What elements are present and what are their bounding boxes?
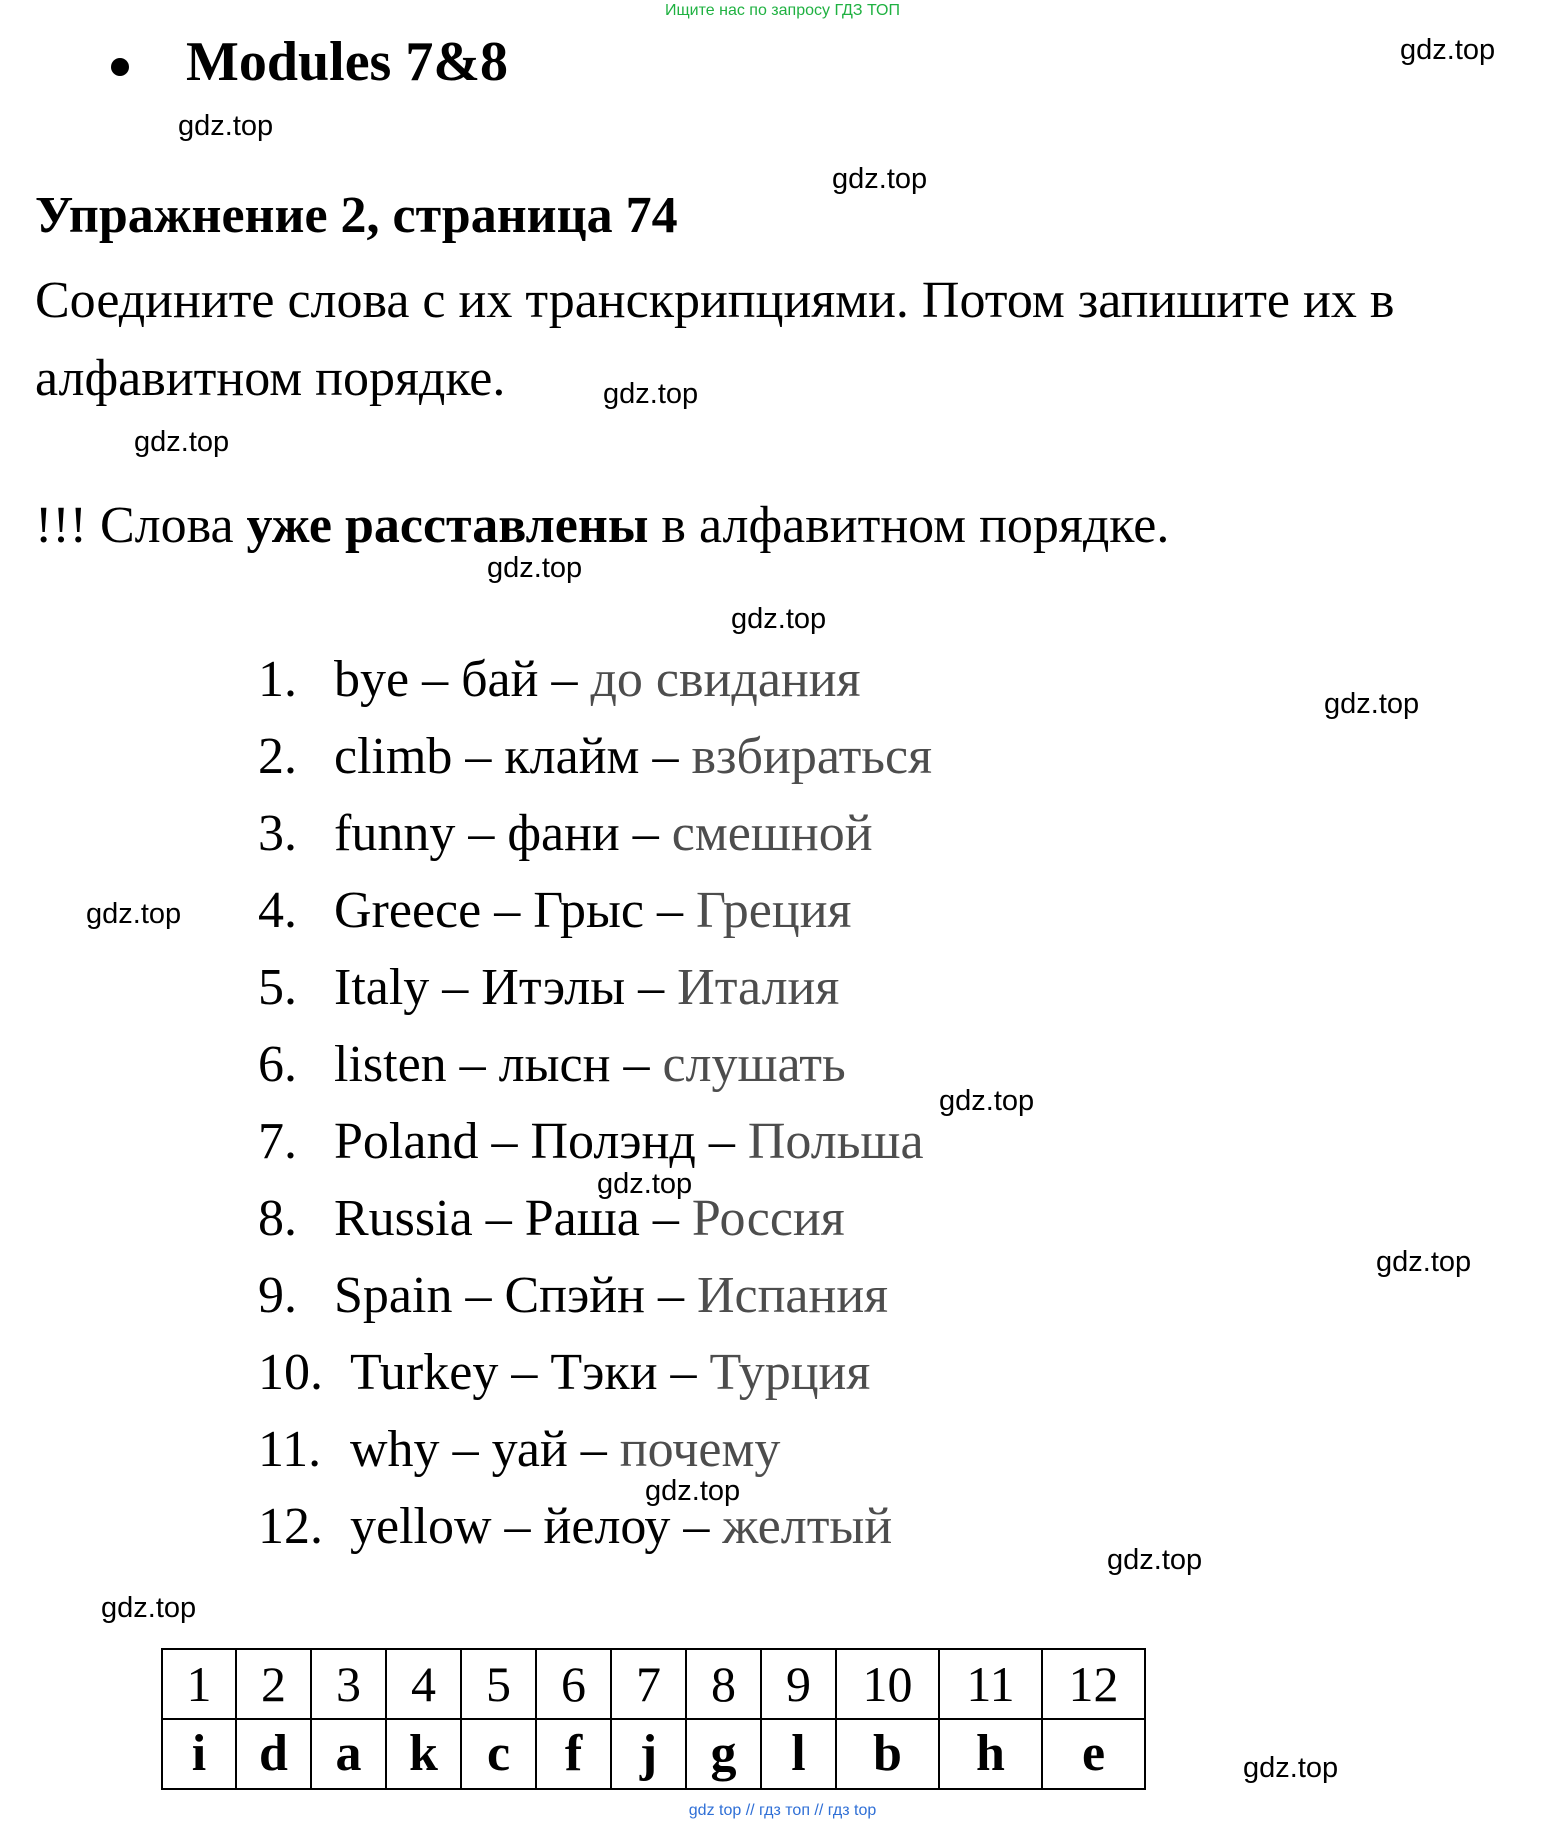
answer-number: 2 [236, 1649, 311, 1719]
dash: – [452, 728, 505, 785]
note-suffix: в алфавитном порядке. [648, 497, 1170, 554]
word-transcription: Итэлы [481, 959, 626, 1016]
word-number: 7. [258, 1113, 297, 1170]
word-english: Russia [334, 1190, 473, 1247]
answer-letter: g [686, 1719, 761, 1789]
word-translation: желтый [722, 1498, 893, 1555]
exercise-heading: Упражнение 2, страница 74 [35, 187, 678, 244]
word-translation: смешной [671, 805, 873, 862]
answer-letter: h [939, 1719, 1042, 1789]
footer-links: gdz top // гдз топ // гдз top [688, 1802, 877, 1819]
dash: – [478, 1113, 531, 1170]
word-number: 5. [258, 959, 297, 1016]
word-item [258, 1033, 932, 1110]
word-number: 12. [258, 1498, 323, 1555]
word-english: bye [334, 651, 410, 708]
word-english: funny [334, 805, 456, 862]
word-item [258, 648, 932, 725]
word-english: climb [334, 728, 453, 785]
answer-number: 12 [1042, 1649, 1145, 1719]
note-prefix: !!! Слова [35, 497, 247, 554]
dash: – [695, 1113, 748, 1170]
answer-letter: a [311, 1719, 386, 1789]
answer-number: 5 [461, 1649, 536, 1719]
word-item [258, 1341, 932, 1418]
answer-letter: l [761, 1719, 836, 1789]
dash: – [439, 1421, 492, 1478]
word-transcription: бай [461, 651, 539, 708]
word-translation: Польша [747, 1113, 924, 1170]
module-title: Modules 7&8 [186, 31, 508, 93]
word-number: 1. [258, 651, 297, 708]
word-transcription: йелоу [543, 1498, 671, 1555]
answer-number: 8 [686, 1649, 761, 1719]
dash: – [538, 651, 591, 708]
answer-number: 7 [611, 1649, 686, 1719]
word-list [258, 648, 932, 1572]
word-english: Greece [334, 882, 482, 939]
word-transcription: лысн [498, 1036, 611, 1093]
word-english: Poland [334, 1113, 479, 1170]
answer-letter: c [461, 1719, 536, 1789]
word-number: 11. [258, 1421, 322, 1478]
word-translation: Италия [677, 959, 840, 1016]
word-english: Spain [334, 1267, 453, 1324]
word-transcription: Грыс [533, 882, 645, 939]
answer-number: 10 [836, 1649, 939, 1719]
watermark: gdz.top [597, 1168, 693, 1200]
word-translation: до свидания [590, 651, 861, 708]
answer-letter: b [836, 1719, 939, 1789]
alphabet-note [35, 496, 1169, 555]
dash: – [472, 1190, 525, 1247]
word-item [258, 1418, 932, 1495]
dash: – [644, 1267, 697, 1324]
watermark: gdz.top [1324, 688, 1420, 720]
answer-number: 6 [536, 1649, 611, 1719]
dash: – [429, 959, 482, 1016]
word-number: 6. [258, 1036, 297, 1093]
word-english: why [350, 1421, 440, 1478]
word-number: 2. [258, 728, 297, 785]
answer-table [161, 1648, 1146, 1790]
word-translation: взбираться [691, 728, 933, 785]
watermark: gdz.top [1107, 1544, 1203, 1576]
dash: – [446, 1036, 499, 1093]
word-translation: слушать [662, 1036, 846, 1093]
instruction-text: Соедините слова с их транскрипциями. Потом запишите их в алфавитном порядке. [35, 272, 1395, 407]
note-bold: уже расставлены [246, 497, 649, 554]
watermark: gdz.top [731, 603, 827, 635]
dash: – [670, 1498, 723, 1555]
word-item [258, 1495, 932, 1572]
watermark: gdz.top [1376, 1246, 1472, 1278]
word-number: 9. [258, 1267, 297, 1324]
answer-number: 4 [386, 1649, 461, 1719]
dash: – [657, 1344, 710, 1401]
word-transcription: фани [507, 805, 620, 862]
watermark: gdz.top [645, 1475, 741, 1507]
word-translation: Греция [696, 882, 852, 939]
answer-number: 1 [162, 1649, 236, 1719]
word-item [258, 1264, 932, 1341]
bullet-icon [111, 58, 129, 76]
word-translation: почему [619, 1421, 781, 1478]
dash: – [644, 882, 697, 939]
dash: – [639, 1190, 692, 1247]
word-english: listen [334, 1036, 447, 1093]
word-english: Italy [334, 959, 430, 1016]
word-number: 4. [258, 882, 297, 939]
word-english: yellow [350, 1498, 492, 1555]
word-item [258, 879, 932, 956]
dash: – [619, 805, 672, 862]
watermark: gdz.top [603, 378, 699, 410]
answer-number: 3 [311, 1649, 386, 1719]
word-translation: Испания [696, 1267, 889, 1324]
dash: – [452, 1267, 505, 1324]
word-item [258, 1187, 932, 1264]
answer-letter-row [162, 1719, 1145, 1789]
dash: – [498, 1344, 551, 1401]
dash: – [567, 1421, 620, 1478]
watermark: gdz.top [86, 898, 182, 930]
dash: – [639, 728, 692, 785]
dash: – [625, 959, 678, 1016]
watermark: gdz.top [939, 1085, 1035, 1117]
word-transcription: клайм [504, 728, 640, 785]
watermark: gdz.top [1243, 1752, 1339, 1784]
answer-number-row [162, 1649, 1145, 1719]
dash: – [491, 1498, 544, 1555]
word-number: 3. [258, 805, 297, 862]
word-item [258, 1110, 932, 1187]
word-translation: Турция [709, 1344, 871, 1401]
watermark: gdz.top [101, 1592, 197, 1624]
dash: – [455, 805, 508, 862]
answer-letter: d [236, 1719, 311, 1789]
word-english: Turkey [350, 1344, 499, 1401]
answer-letter: i [162, 1719, 236, 1789]
watermark: gdz.top [178, 110, 274, 142]
dash: – [481, 882, 534, 939]
answer-letter: e [1042, 1719, 1145, 1789]
word-item [258, 725, 932, 802]
answer-number: 11 [939, 1649, 1042, 1719]
dash: – [409, 651, 462, 708]
answer-letter: f [536, 1719, 611, 1789]
word-number: 8. [258, 1190, 297, 1247]
answer-number: 9 [761, 1649, 836, 1719]
watermark: gdz.top [832, 163, 928, 195]
watermark: gdz.top [134, 426, 230, 458]
word-transcription: Спэйн [504, 1267, 645, 1324]
word-item [258, 802, 932, 879]
dash: – [610, 1036, 663, 1093]
word-transcription: Тэки [550, 1344, 658, 1401]
watermark: gdz.top [487, 552, 583, 584]
word-translation: Россия [691, 1190, 845, 1247]
word-number: 10. [258, 1344, 323, 1401]
answer-letter: j [611, 1719, 686, 1789]
word-transcription: Полэнд [530, 1113, 696, 1170]
answer-letter: k [386, 1719, 461, 1789]
word-transcription: Раша [524, 1190, 640, 1247]
search-banner: Ищите нас по запросу ГДЗ ТОП [665, 2, 900, 19]
word-transcription: уай [491, 1421, 568, 1478]
watermark: gdz.top [1400, 34, 1496, 66]
word-item [258, 956, 932, 1033]
